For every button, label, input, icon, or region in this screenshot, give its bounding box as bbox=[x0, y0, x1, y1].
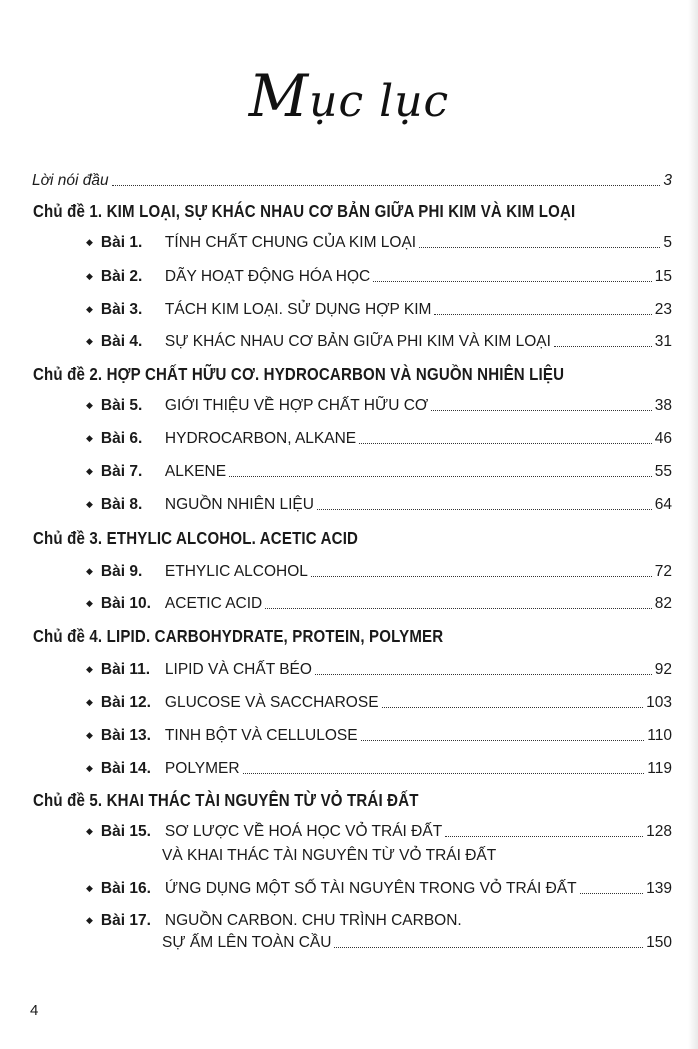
diamond-bullet-icon: ◆ bbox=[86, 598, 93, 608]
diamond-bullet-icon: ◆ bbox=[86, 466, 93, 476]
toc-entry-lesson-1[interactable] bbox=[86, 234, 672, 252]
lesson-title: ACETIC ACID bbox=[164, 595, 263, 612]
leader-dots bbox=[580, 892, 644, 894]
leader-dots bbox=[243, 772, 645, 774]
lesson-title: SƠ LƯỢC VỀ HOÁ HỌC VỎ TRÁI ĐẤT bbox=[164, 823, 443, 840]
lesson-page: 23 bbox=[654, 301, 672, 318]
leader-dots bbox=[112, 184, 661, 186]
toc-entry-preface[interactable] bbox=[32, 172, 672, 190]
lesson-page: 38 bbox=[654, 397, 672, 414]
lesson-number: Bài 17. bbox=[100, 912, 151, 929]
title-initial: M bbox=[248, 62, 310, 130]
chapter-heading-5[interactable]: Chủ đề 5. KHAI THÁC TÀI NGUYÊN TỪ VỎ TRÁI ĐẤT bbox=[33, 790, 419, 810]
lesson-title-continuation: VÀ KHAI THÁC TÀI NGUYÊN TỪ VỎ TRÁI ĐẤT bbox=[162, 847, 497, 864]
diamond-bullet-icon: ◆ bbox=[86, 763, 93, 773]
diamond-bullet-icon: ◆ bbox=[86, 664, 93, 674]
lesson-title: ỨNG DỤNG MỘT SỐ TÀI NGUYÊN TRONG VỎ TRÁI ĐẤT bbox=[164, 880, 577, 897]
diamond-bullet-icon: ◆ bbox=[86, 400, 93, 410]
lesson-page: 31 bbox=[654, 333, 672, 350]
leader-dots bbox=[361, 739, 645, 741]
lesson-title: POLYMER bbox=[164, 760, 240, 777]
lesson-page: 92 bbox=[654, 661, 672, 678]
lesson-number: Bài 1. bbox=[100, 234, 143, 251]
toc-entry-lesson-9[interactable] bbox=[86, 563, 672, 581]
toc-entry-lesson-12[interactable] bbox=[86, 694, 672, 712]
lesson-number: Bài 6. bbox=[100, 430, 143, 447]
lesson-page: 110 bbox=[647, 727, 672, 744]
lesson-page: 103 bbox=[646, 694, 672, 711]
leader-dots bbox=[265, 607, 652, 609]
lesson-number: Bài 10. bbox=[100, 595, 151, 612]
toc-entry-lesson-17-line2[interactable] bbox=[162, 934, 672, 952]
lesson-page: 15 bbox=[654, 268, 672, 285]
leader-dots bbox=[445, 835, 643, 837]
lesson-page: 64 bbox=[654, 496, 672, 513]
lesson-number: Bài 11. bbox=[100, 661, 151, 678]
leader-dots bbox=[373, 280, 652, 282]
toc-entry-lesson-10[interactable] bbox=[86, 595, 672, 613]
lesson-page: 55 bbox=[654, 463, 672, 480]
lesson-number: Bài 2. bbox=[100, 268, 143, 285]
toc-entry-lesson-8[interactable] bbox=[86, 496, 672, 514]
leader-dots bbox=[382, 706, 644, 708]
lesson-number: Bài 4. bbox=[100, 333, 143, 350]
leader-dots bbox=[334, 946, 643, 948]
diamond-bullet-icon: ◆ bbox=[86, 826, 93, 836]
lesson-title: DÃY HOẠT ĐỘNG HÓA HỌC bbox=[164, 268, 371, 285]
toc-entry-lesson-4[interactable] bbox=[86, 333, 672, 351]
toc-entry-lesson-16[interactable] bbox=[86, 880, 672, 898]
leader-dots bbox=[419, 246, 660, 248]
leader-dots bbox=[229, 475, 652, 477]
lesson-number: Bài 8. bbox=[100, 496, 143, 513]
lesson-title: NGUỒN CARBON. CHU TRÌNH CARBON. bbox=[164, 912, 462, 929]
diamond-bullet-icon: ◆ bbox=[86, 336, 93, 346]
lesson-title-continuation: SỰ ẤM LÊN TOÀN CẦU bbox=[162, 934, 332, 951]
lesson-title: ALKENE bbox=[164, 463, 227, 480]
diamond-bullet-icon: ◆ bbox=[86, 499, 93, 509]
page-edge-shadow bbox=[688, 0, 698, 1049]
lesson-page: 119 bbox=[647, 760, 672, 777]
lesson-number: Bài 15. bbox=[100, 823, 151, 840]
toc-entry-lesson-14[interactable] bbox=[86, 760, 672, 778]
lesson-title: TÍNH CHẤT CHUNG CỦA KIM LOẠI bbox=[164, 234, 417, 251]
toc-entry-lesson-17[interactable] bbox=[86, 912, 672, 930]
lesson-title: TINH BỘT VÀ CELLULOSE bbox=[164, 727, 358, 744]
leader-dots bbox=[554, 345, 652, 347]
chapter-heading-1[interactable]: Chủ đề 1. KIM LOẠI, SỰ KHÁC NHAU CƠ BẢN GIỮA PHI KIM VÀ KIM LOẠI bbox=[33, 201, 576, 221]
leader-dots bbox=[431, 409, 652, 411]
lesson-title: SỰ KHÁC NHAU CƠ BẢN GIỮA PHI KIM VÀ KIM LOẠI bbox=[164, 333, 551, 350]
title-rest: ục lục bbox=[309, 76, 450, 127]
lesson-page: 82 bbox=[654, 595, 672, 612]
lesson-page: 139 bbox=[646, 880, 672, 897]
lesson-page: 46 bbox=[654, 430, 672, 447]
lesson-page: 128 bbox=[646, 823, 672, 840]
lesson-page: 72 bbox=[654, 563, 672, 580]
diamond-bullet-icon: ◆ bbox=[86, 271, 93, 281]
lesson-number: Bài 5. bbox=[100, 397, 143, 414]
lesson-title: GLUCOSE VÀ SACCHAROSE bbox=[164, 694, 379, 711]
diamond-bullet-icon: ◆ bbox=[86, 433, 93, 443]
lesson-number: Bài 9. bbox=[100, 563, 143, 580]
page-number: 4 bbox=[30, 1002, 39, 1019]
diamond-bullet-icon: ◆ bbox=[86, 915, 93, 925]
diamond-bullet-icon: ◆ bbox=[86, 883, 93, 893]
toc-entry-lesson-11[interactable] bbox=[86, 661, 672, 679]
diamond-bullet-icon: ◆ bbox=[86, 304, 93, 314]
leader-dots bbox=[315, 673, 652, 675]
lesson-title: LIPID VÀ CHẤT BÉO bbox=[164, 661, 312, 678]
lesson-title: ETHYLIC ALCOHOL bbox=[164, 563, 308, 580]
lesson-title: HYDROCARBON, ALKANE bbox=[164, 430, 357, 447]
diamond-bullet-icon: ◆ bbox=[86, 566, 93, 576]
lesson-number: Bài 13. bbox=[100, 727, 151, 744]
lesson-page: 150 bbox=[646, 934, 672, 951]
toc-entry-lesson-6[interactable] bbox=[86, 430, 672, 448]
lesson-title: TÁCH KIM LOẠI. SỬ DỤNG HỢP KIM bbox=[164, 301, 432, 318]
chapter-heading-4[interactable]: Chủ đề 4. LIPID. CARBOHYDRATE, PROTEIN, POLYMER bbox=[33, 626, 444, 646]
lesson-number: Bài 14. bbox=[100, 760, 151, 777]
leader-dots bbox=[311, 575, 652, 577]
lesson-number: Bài 12. bbox=[100, 694, 151, 711]
preface-page: 3 bbox=[663, 172, 672, 189]
toc-entry-lesson-3[interactable] bbox=[86, 301, 672, 319]
toc-entry-lesson-5[interactable] bbox=[86, 397, 672, 415]
page-title bbox=[0, 62, 698, 130]
lesson-page: 5 bbox=[663, 234, 672, 251]
lesson-title: NGUỒN NHIÊN LIỆU bbox=[164, 496, 314, 513]
diamond-bullet-icon: ◆ bbox=[86, 697, 93, 707]
toc-entry-lesson-13[interactable] bbox=[86, 727, 672, 745]
diamond-bullet-icon: ◆ bbox=[86, 237, 93, 247]
chapter-heading-2[interactable]: Chủ đề 2. HỢP CHẤT HỮU CƠ. HYDROCARBON VÀ NGUỒN NHIÊN LIỆU bbox=[33, 364, 565, 384]
chapter-heading-3[interactable]: Chủ đề 3. ETHYLIC ALCOHOL. ACETIC ACID bbox=[33, 528, 359, 548]
leader-dots bbox=[317, 508, 652, 510]
lesson-number: Bài 3. bbox=[100, 301, 143, 318]
leader-dots bbox=[359, 442, 652, 444]
lesson-title: GIỚI THIỆU VỀ HỢP CHẤT HỮU CƠ bbox=[164, 397, 429, 414]
lesson-number: Bài 16. bbox=[100, 880, 151, 897]
toc-entry-lesson-7[interactable] bbox=[86, 463, 672, 481]
lesson-number: Bài 7. bbox=[100, 463, 143, 480]
preface-label: Lời nói đầu bbox=[32, 172, 109, 189]
leader-dots bbox=[434, 313, 651, 315]
diamond-bullet-icon: ◆ bbox=[86, 730, 93, 740]
toc-entry-lesson-2[interactable] bbox=[86, 268, 672, 286]
toc-entry-lesson-15[interactable] bbox=[86, 823, 672, 841]
